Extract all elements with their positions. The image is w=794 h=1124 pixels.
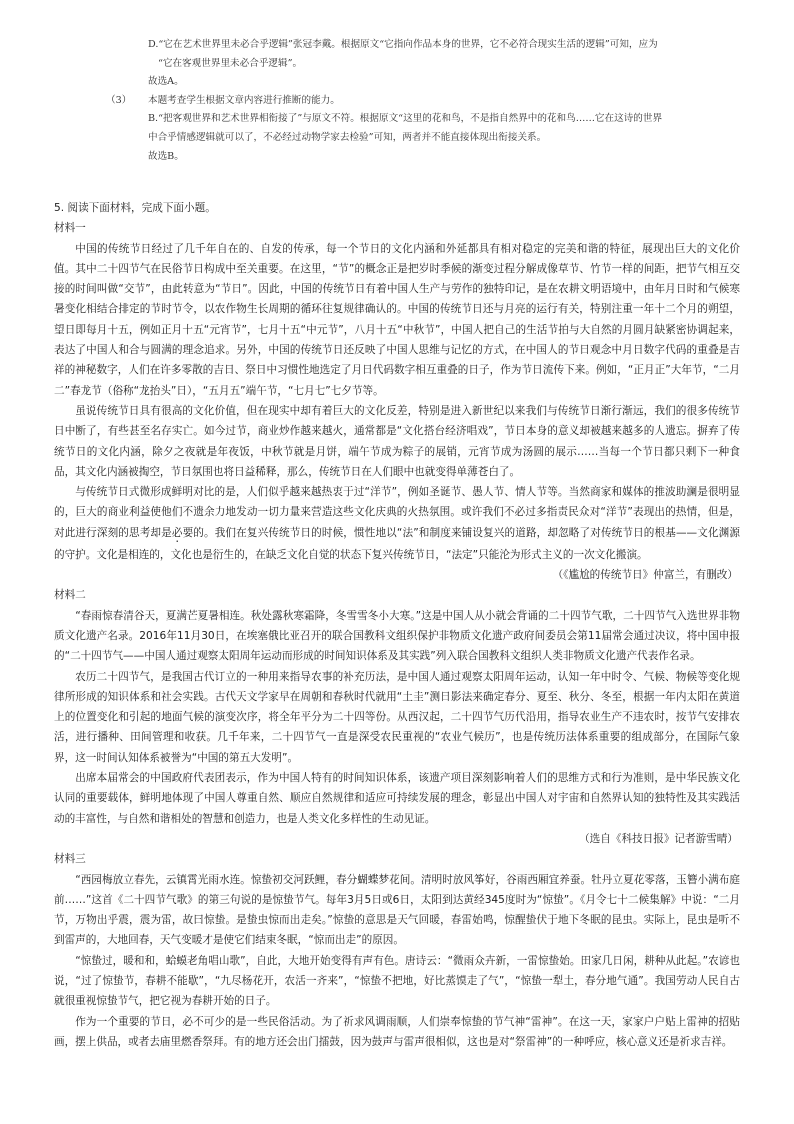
question-3-intro: 本题考查学生根据文章内容进行推断的能力。: [148, 94, 340, 106]
material-3-paragraph-2: “惊蛰过，暖和和，蛤蟆老角唱山歌”，自此，大地开始变得有声有色。唐诗云：“微雨众卉新，一雷惊蛰始。田家几日闲，耕种从此起。”农谚也说，“过了惊蛰节，春耕不能歇”，“九尽杨花开，农活一齐来”，“惊蛰不把地，好比蒸馍走了气”，“惊蛰一犁土，春分地气通”。我国劳动人民自古就很重视惊蛰节气，把它视为春耕开始的日子。: [54, 954, 740, 1008]
material-1-source: （《尴尬的传统节日》仲富兰，有删改）: [552, 569, 738, 582]
material-1-paragraph-2: 虽说传统节日具有很高的文化价值，但在现实中却有着巨大的文化反差，特别是进入新世纪以来我们与传统节日渐行渐远，我们的很多传统节日中断了，有些甚至名存实亡。如今过节，商业炒作越来越火，通常都是“文化搭台经济唱戏”，节日本身的意义却被越来越多的人遗忘。摒弃了传统节日的文化内涵，除夕之夜就是年夜饭，中秋节就是月饼，端午节成为粽子的展销，元宵节成为汤圆的展示……当每一个节日都只剩下一种食品，其文化内涵被掏空，节日氛围也将日益稀释，那么，传统节日在人们眼中也就变得单薄苍白了。: [54, 404, 740, 478]
emphasized-character: 必: [171, 526, 183, 539]
option-b-continuation: 中合乎情感逻辑就可以了，不必经过动物学家去检验”可知，两者并不能直接体现出衔接关系。: [148, 131, 547, 143]
answer-line-2: 故选B。: [148, 150, 184, 162]
answer-line-1: 故选A。: [148, 76, 184, 88]
question-3-number: （3）: [106, 94, 132, 106]
option-d-continuation: “它在客观世界里未必合乎逻辑”。: [158, 57, 303, 69]
material-3-paragraph-3: 作为一个重要的节日，必不可少的是一些民俗活动。为了祈求风调雨顺，人们崇奉惊蛰的节气神“雷神”。在这一天，家家户户贴上雷神的招贴画，摆上供品，或者去庙里燃香祭拜。有的地方还会出门擂鼓，因为鼓声与雷声很相似，这也是对“祭雷神”的一种呼应，核心意义还是祈求吉祥。: [54, 1015, 740, 1048]
option-d-text: D.“它在艺术世界里未必合乎逻辑”张冠李戴。根据原文“它指向作品本身的世界，它不必符合现实生活的逻辑”可知，应为: [148, 39, 658, 50]
material-3-paragraph-1: “西园梅放立春先，云镇霄光雨水连。惊蛰初交河跃鲤，春分蝴蝶梦花间。清明时放风筝好，谷雨西厢宜养蚕。牡丹立夏花零落，玉簪小满布庭前……”这首《二十四节气歌》的第三句说的是惊蛰节气。每年3月5日或6日，太阳到达黄经345度时为“惊蛰”。《月令七十二候集解》中说：“二月节，万物出乎震，震为雷，故曰惊蛰。是蛰虫惊而出走矣。”惊蛰的意思是天气回暖，春雷始鸣，惊醒蛰伏于地下冬眠的昆虫。实际上，昆虫是听不到雷声的，大地回春，天气变暖才是使它们结束冬眠，“惊而出走”的原因。: [54, 873, 740, 947]
material-1-paragraph-3-part-b: 要的。我们在复兴传统节日的时候，惯性地以“法”和制度来铺设复兴的道路，却忽略了对传统节日的根基——文化渊源的守护。文化是相连的，文化也是衍生的，在缺乏文化自觉的状态下复兴传统节日，“法定”只能沦为形式主义的一次文化搬演。: [54, 526, 740, 561]
option-b-text: B.“把客观世界和艺术世界相衔接了”与原文不符。根据原文“这里的花和鸟，不是指自然界中的花和鸟……它在这诗的世界: [148, 113, 663, 125]
material-1-paragraph-3-part-a: 与传统节日式微形成鲜明对比的是，人们似乎越来越热衷于过“洋节”，例如圣诞节、愚人节、情人节等。当然商家和媒体的推波助澜是很明显的，巨大的商业利益使他们不遗余力地发动一切力量来营造这些文化庆典的火热氛围。或许我们不必过多指责民众对“洋节”表现出的热情，但是，对此进行深刻的思考却是: [54, 486, 740, 539]
material-1-label: 材料一: [54, 222, 86, 235]
material-2-label: 材料二: [54, 589, 86, 602]
material-2-paragraph-2: 农历二十四节气，是我国古代订立的一种用来指导农事的补充历法，是中国人通过观察太阳周年运动，认知一年中时令、气候、物候等变化规律所形成的知识体系和社会实践。古代天文学家早在周朝和春秋时代就用“土圭”测日影法来确定春分、夏至、秋分、冬至，根据一年内太阳在黄道上的位置变化和引起的地面气候的演变次序，将全年平分为二十四等份。从西汉起，二十四节气历代沿用，指导农业生产不违农时，按节气安排农活，进行播种、田间管理和收获。几千年来，二十四节气一直是深受农民重视的“农业气候历”，也是传统历法体系重要的组成部分，在国际气象界，这一时间认知体系被誉为“中国的第五大发明”。: [54, 670, 740, 764]
material-3-label: 材料三: [54, 853, 86, 866]
question-3-line: [106, 92, 738, 111]
material-2-source: （选自《科技日报》记者游雪晴）: [579, 832, 738, 845]
material-2-paragraph-3: 出席本届常会的中国政府代表团表示，作为中国人特有的时间知识体系，该遗产项目深刻影响着人们的思维方式和行为准则，是中华民族文化认同的重要载体，鲜明地体现了中国人尊重自然、顺应自然规律和适应可持续发展的理念，彰显出中国人对宇宙和自然界认知的独特性及其实践活动的丰富性，与自然和谐相处的智慧和创造力，也是人类文化多样性的生动见证。: [54, 772, 740, 825]
material-1-paragraph-3: [54, 482, 740, 565]
previous-answers: [106, 36, 738, 166]
question-5-title: 5. 阅读下面材料，完成下面小题。: [54, 202, 216, 214]
material-2-paragraph-1: “春雨惊春清谷天，夏满芒夏暑相连。秋处露秋寒霜降，冬雪雪冬小大寒。”这是中国人从小就会背诵的二十四节气歌，二十四节气入选世界非物质文化遗产名录。2016年11月30日，在埃塞俄比亚召开的联合国教科文组织保护非物质文化遗产政府间委员会第11届常会通过决议，将中国申报的“二十四节气——中国人通过观察太阳周年运动而形成的时间知识体系及其实践”列入联合国教科文组织人类非物质文化遗产代表作名录。: [54, 609, 740, 663]
question-5: [54, 198, 740, 1052]
material-1-paragraph-1: 中国的传统节日经过了几千年自在的、自发的传承，每一个节日的文化内涵和外延都具有相对稳定的完美和谐的特征，展现出巨大的文化价值。其中二十四节气在民俗节日构成中至关重要。在这里，“节”的概念正是把岁时季候的渐变过程分解成像草节、竹节一样的间距，把节气相互交接的时间叫做“交节”，由此转意为“节日”。因此，中国的传统节日有着中国人生产与劳作的独特印记，是在农耕文明语境中，由年月日时和气候寒暑变化相结合排定的节时节令，以农作物生长周期的循环往复规律确认的。中国的传统节日还与月亮的运行有关，特别注重一年十二个月的朔望，望日即每月十五，例如正月十五“元宵节”，七月十五“中元节”，八月十五“中秋节”，中国人把自己的生活节拍与大自然的月圆月缺紧密协调起来，表达了中国人和合与圆满的理念追求。另外，中国的传统节日还反映了中国人思维与记忆的方式，在中国人的节日观念中月日数字代码的重叠是吉祥的神秘数字，人们在许多零散的吉日、祭日中习惯性地选定了月日代码数字相互重叠的日子，作为节日流传下来。例如，“正月正”大年节，“二月二”春龙节（俗称“龙抬头”日），“五月五”端午节，“七月七”七夕节等。: [54, 242, 740, 397]
